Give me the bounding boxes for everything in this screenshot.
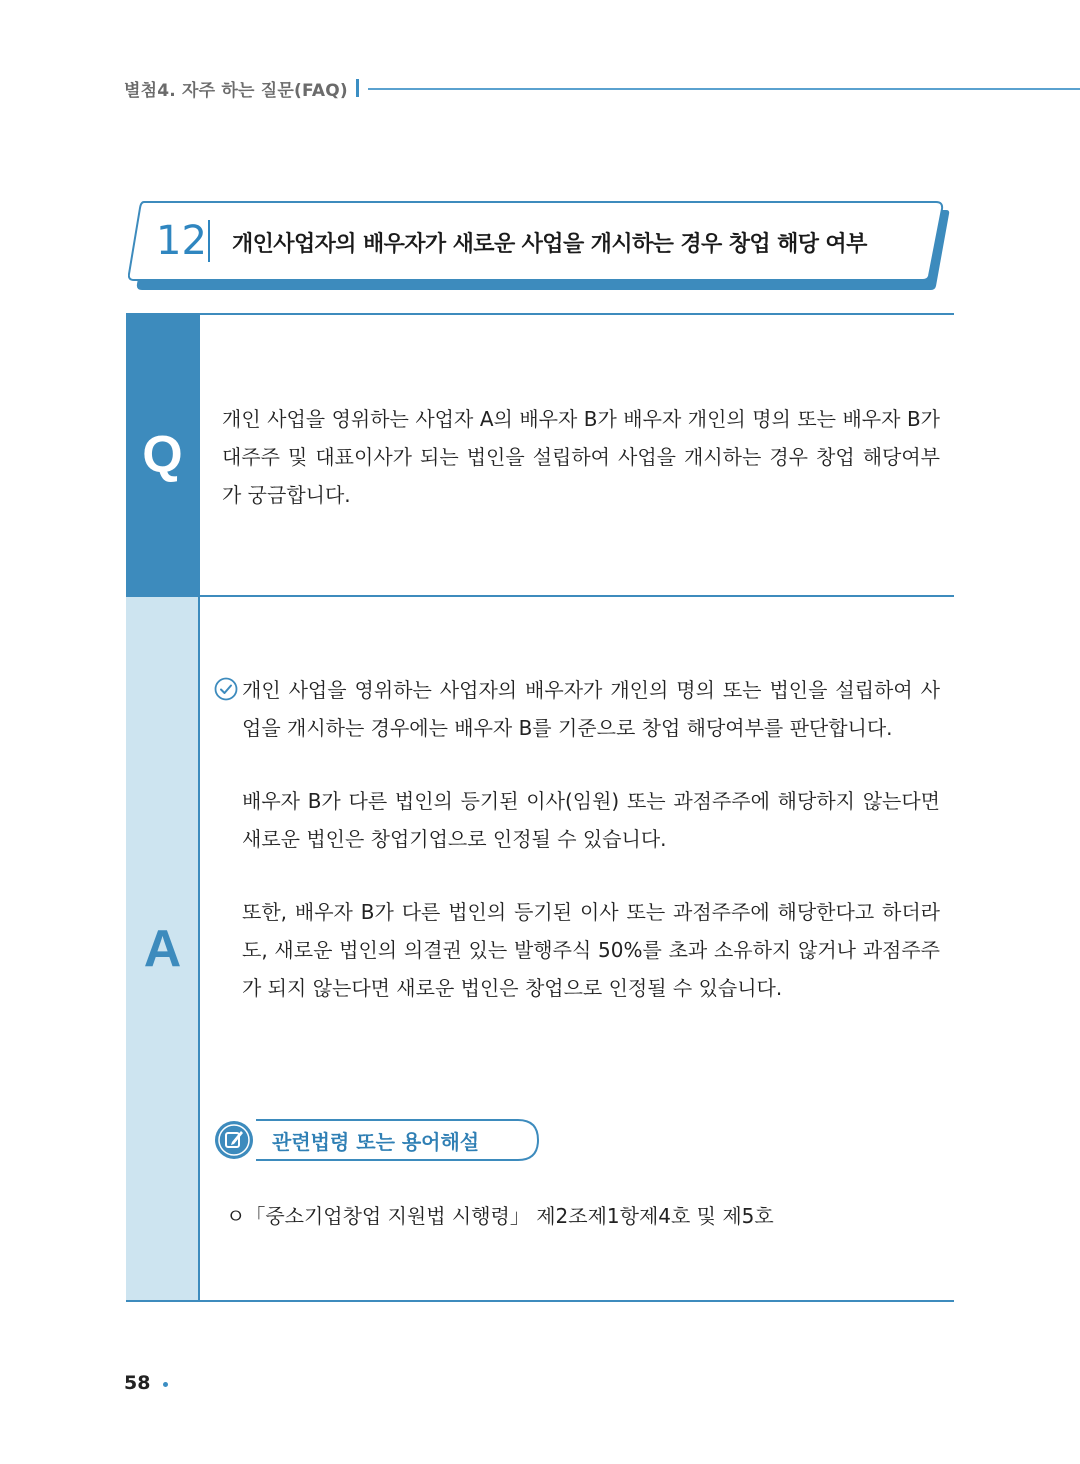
qa-bottom-rule: [126, 1300, 954, 1302]
page-number: 58: [124, 1372, 151, 1394]
check-circle-icon: [214, 677, 238, 701]
qa-middle-rule: [126, 595, 954, 597]
header-rule: [368, 88, 1080, 90]
question-number: 12: [156, 218, 207, 264]
related-law-item: ㅇ「중소기업창업 지원법 시행령」 제2조제1항제4호 및 제5호: [226, 1204, 774, 1228]
answer-label-column: [126, 597, 199, 1300]
question-title: 개인사업자의 배우자가 새로운 사업을 개시하는 경우 창업 해당 여부: [232, 232, 867, 257]
question-text: 개인 사업을 영위하는 사업자 A의 배우자 B가 배우자 개인의 명의 또는 배우자 B가 대주주 및 대표이사가 되는 법인을 설립하여 사업을 개시하는 경우 창업 해당여부가 궁금합니다.: [222, 407, 940, 507]
a-label: A: [143, 920, 182, 978]
answer-paragraph: 또한, 배우자 B가 다른 법인의 등기된 이사 또는 과점주주에 해당한다고 하더라도, 새로운 법인의 의결권 있는 발행주식 50%를 초과 소유하지 않거나 과점주주가 되지 않는다면 새로운 법인은 창업으로 인정될 수 있습니다.: [242, 900, 940, 1000]
column-divider: [198, 315, 200, 1300]
banner-divider: [208, 220, 210, 262]
running-header-title: 별첨4. 자주 하는 질문(FAQ): [124, 81, 348, 101]
answer-paragraph: 배우자 B가 다른 법인의 등기된 이사(임원) 또는 과점주주에 해당하지 않는다면 새로운 법인은 창업기업으로 인정될 수 있습니다.: [242, 789, 940, 851]
related-law-label: 관련법령 또는 용어해설: [272, 1130, 480, 1154]
answer-paragraph: 개인 사업을 영위하는 사업자의 배우자가 개인의 명의 또는 법인을 설립하여 사업을 개시하는 경우에는 배우자 B를 기준으로 창업 해당여부를 판단합니다.: [242, 678, 940, 740]
qa-top-rule: [126, 313, 954, 315]
page-number-dot: [163, 1382, 168, 1387]
header-accent-bar: [356, 79, 359, 97]
question-label-column: [126, 315, 199, 595]
q-label: Q: [142, 426, 183, 484]
question-banner: [128, 200, 950, 292]
